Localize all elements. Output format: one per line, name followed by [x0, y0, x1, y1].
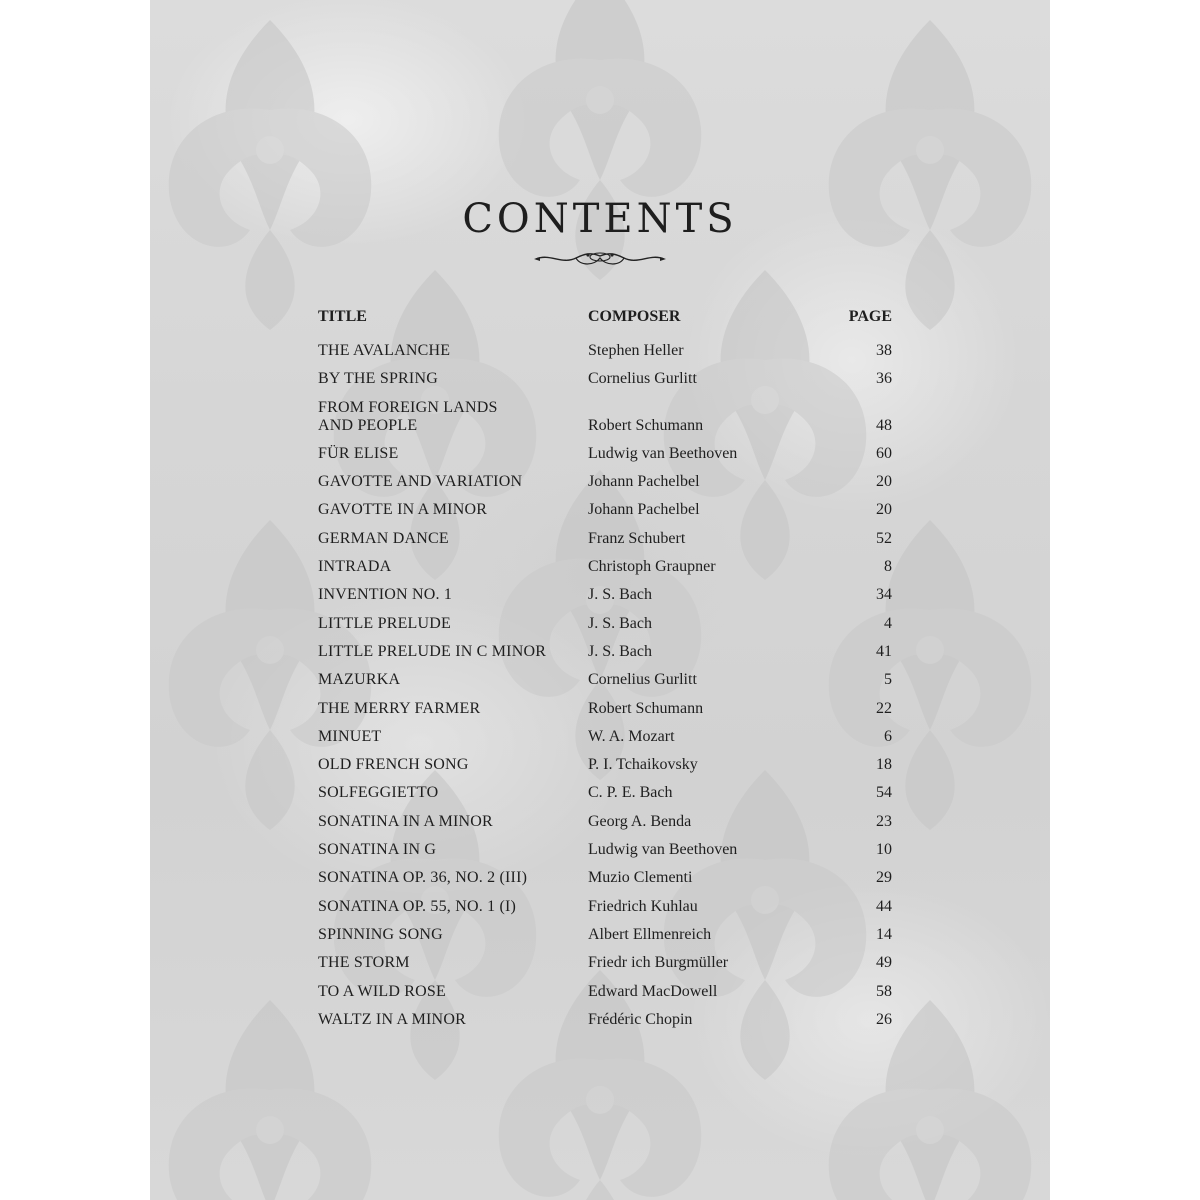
composer-name: J. S. Bach [588, 614, 652, 632]
piece-title: GAVOTTE AND VARIATION [318, 473, 523, 491]
table-row [318, 700, 892, 718]
table-row [318, 615, 892, 633]
composer-name: Muzio Clementi [588, 869, 693, 887]
piece-title: THE MERRY FARMER [318, 699, 481, 717]
composer-name: Ludwig van Beethoven [588, 444, 738, 462]
piece-title: SONATINA IN A MINOR [318, 812, 493, 830]
table-row [318, 643, 892, 661]
piece-title: SONATINA IN G [318, 841, 437, 859]
page-number: 5 [884, 671, 892, 689]
page-number: 44 [876, 897, 892, 915]
table-row [318, 954, 892, 972]
table-row [318, 1011, 892, 1029]
page-number: 34 [876, 586, 892, 604]
table-row [318, 445, 892, 463]
table-row [318, 530, 892, 548]
table-row [318, 370, 892, 388]
table-row [318, 926, 892, 944]
piece-title: THE AVALANCHE [318, 342, 451, 359]
page-number: 38 [876, 342, 892, 359]
composer-name: W. A. Mozart [588, 727, 675, 745]
piece-title: FÜR ELISE [318, 444, 399, 462]
composer-name: Georg A. Benda [588, 812, 692, 830]
composer-name: Friedr ich Burgmüller [588, 954, 729, 972]
piece-title: MINUET [318, 727, 382, 745]
table-row [318, 784, 892, 802]
piece-title: SONATINA OP. 55, NO. 1 (I) [318, 897, 517, 915]
composer-name: Cornelius Gurlitt [588, 671, 697, 689]
piece-title: GERMAN DANCE [318, 529, 449, 547]
page-number: 29 [876, 869, 892, 887]
contents-page [150, 0, 1050, 1200]
piece-title: GAVOTTE IN A MINOR [318, 501, 488, 519]
table-row [318, 728, 892, 746]
page-number: 20 [876, 501, 892, 519]
table-row [318, 869, 892, 887]
table-row [318, 473, 892, 491]
composer-name: J. S. Bach [588, 586, 652, 604]
piece-title: WALTZ IN A MINOR [318, 1010, 466, 1028]
composer-name: Johann Pachelbel [588, 473, 700, 491]
page-number: 18 [876, 756, 892, 774]
composer-name: Christoph Graupner [588, 558, 716, 576]
page-number: 41 [876, 642, 892, 660]
ornamental-flourish-icon [532, 246, 668, 270]
piece-title-two-line [318, 399, 588, 435]
page-number: 54 [876, 784, 892, 802]
piece-title-line-2: AND PEOPLE [318, 416, 418, 434]
table-row [318, 501, 892, 519]
page-title: CONTENTS [462, 196, 738, 242]
piece-title: LITTLE PRELUDE [318, 614, 451, 632]
table-row [318, 558, 892, 576]
page-column-header: PAGE [848, 308, 892, 325]
page-number: 48 [876, 416, 892, 434]
page-number: 4 [884, 614, 892, 632]
page-number: 6 [884, 727, 892, 745]
page-number: 14 [876, 925, 892, 943]
piece-title: SPINNING SONG [318, 925, 443, 943]
page-number: 23 [876, 812, 892, 830]
page-number: 20 [876, 473, 892, 491]
piece-title: TO A WILD ROSE [318, 982, 446, 1000]
table-row [318, 756, 892, 774]
composer-name: Albert Ellmenreich [588, 925, 712, 943]
piece-title: OLD FRENCH SONG [318, 756, 469, 774]
composer-name: J. S. Bach [588, 642, 652, 660]
table-row [318, 841, 892, 859]
piece-title: BY THE SPRING [318, 370, 438, 388]
composer-name: Robert Schumann [588, 416, 704, 434]
table-row [318, 671, 892, 689]
composer-name: Friedrich Kuhlau [588, 897, 698, 915]
piece-title: LITTLE PRELUDE IN C MINOR [318, 642, 547, 660]
composer-name: Robert Schumann [588, 699, 704, 717]
table-row [318, 342, 892, 360]
composer-name: Ludwig van Beethoven [588, 841, 738, 859]
page-number: 60 [876, 444, 892, 462]
page-number: 58 [876, 982, 892, 1000]
piece-title: SONATINA OP. 36, NO. 2 (III) [318, 869, 528, 887]
page-number: 49 [876, 954, 892, 972]
piece-title-line-1: FROM FOREIGN LANDS [318, 398, 498, 416]
composer-name: P. I. Tchaikovsky [588, 756, 698, 774]
composer-name: Johann Pachelbel [588, 501, 700, 519]
page-number: 8 [884, 558, 892, 576]
page-number: 22 [876, 699, 892, 717]
table-row [318, 898, 892, 916]
title-column-header: TITLE [318, 308, 367, 325]
composer-column-header: COMPOSER [588, 308, 681, 325]
page-number: 26 [876, 1010, 892, 1028]
composer-name: Franz Schubert [588, 529, 686, 547]
piece-title: MAZURKA [318, 671, 401, 689]
composer-name: Frédéric Chopin [588, 1010, 693, 1028]
piece-title: SOLFEGGIETTO [318, 784, 439, 802]
composer-name: Edward MacDowell [588, 982, 718, 1000]
page-number: 36 [876, 370, 892, 388]
composer-name: Stephen Heller [588, 342, 684, 359]
piece-title: THE STORM [318, 954, 410, 972]
page-number: 10 [876, 841, 892, 859]
table-row [318, 586, 892, 604]
table-row [318, 399, 892, 435]
table-header [318, 306, 892, 328]
page-number: 52 [876, 529, 892, 547]
contents-table [318, 306, 892, 1039]
piece-title: INVENTION NO. 1 [318, 586, 453, 604]
composer-name: Cornelius Gurlitt [588, 370, 697, 388]
table-row [318, 983, 892, 1001]
piece-title: INTRADA [318, 558, 392, 576]
composer-name: C. P. E. Bach [588, 784, 673, 802]
table-row [318, 813, 892, 831]
